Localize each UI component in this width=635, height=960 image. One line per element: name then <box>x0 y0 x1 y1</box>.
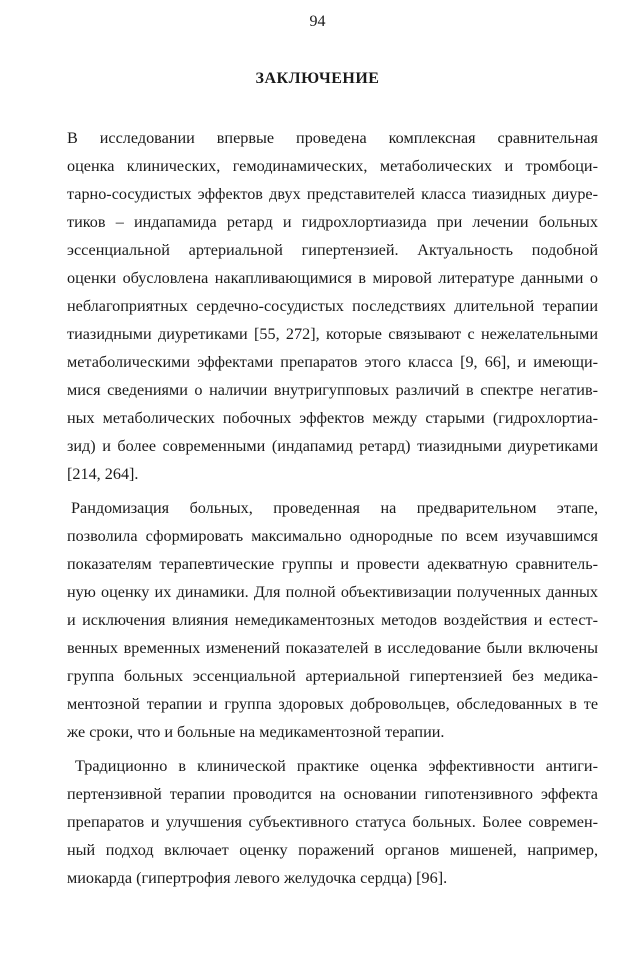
text-line: тиков – индапамида ретард и гидрохлортиазида при лечении больных <box>67 213 598 231</box>
section-heading: ЗАКЛЮЧЕНИЕ <box>255 70 380 87</box>
text-line: пертензивной терапии проводится на основании гипотензивного эффекта <box>67 785 598 803</box>
text-line: Рандомизация больных, проведенная на предварительном этапе, <box>71 499 598 517</box>
text-line: тиазидными диуретиками [55, 272], которые связывают с нежелательными <box>67 325 598 343</box>
text-line: группа больных эссенциальной артериальной гипертензией без медика- <box>67 667 598 685</box>
text-line: позволила сформировать максимально однородные по всем изучавшимся <box>67 527 598 545</box>
text-line: оценка клинических, гемодинамических, метаболических и тромбоци- <box>67 157 598 175</box>
text-line: препаратов и улучшения субъективного статуса больных. Более современ- <box>67 813 598 831</box>
text-line: ментозной терапии и группа здоровых добровольцев, обследованных в те <box>67 695 598 713</box>
body-text <box>67 124 598 892</box>
paragraph <box>67 124 598 488</box>
text-line: ную оценку их динамики. Для полной объективизации полученных данных <box>67 583 598 601</box>
page-number: 94 <box>309 13 326 30</box>
text-line: миокарда (гипертрофия левого желудочка сердца) [96]. <box>67 869 448 887</box>
text-line: неблагоприятных сердечно-сосудистых последствиях длительной терапии <box>67 297 598 315</box>
text-line: Традиционно в клинической практике оценка эффективности антиги- <box>75 757 598 775</box>
text-line: венных временных изменений показателей в исследование были включены <box>67 639 598 657</box>
text-line: ных метаболических побочных эффектов между старыми (гидрохлортиа- <box>67 409 598 427</box>
text-line: показателям терапевтические группы и провести адекватную сравнитель- <box>67 555 598 573</box>
text-line: В исследовании впервые проведена комплексная сравнительная <box>67 129 598 147</box>
text-line: метаболическими эффектами препаратов этого класса [9, 66], и имеющи- <box>67 353 598 371</box>
text-line: оценки обусловлена накапливающимися в мировой литературе данными о <box>67 269 598 287</box>
text-line: зид) и более современными (индапамид ретард) тиазидными диуретиками <box>67 437 598 455</box>
text-line: же сроки, что и больные на медикаментозной терапии. <box>67 723 445 741</box>
text-line: ный подход включает оценку поражений органов мишеней, например, <box>67 841 598 859</box>
text-line: [214, 264]. <box>67 465 139 483</box>
paragraph <box>67 494 598 746</box>
text-line: эссенциальной артериальной гипертензией. Актуальность подобной <box>67 241 598 259</box>
text-line: и исключения влияния немедикаментозных методов воздействия и естест- <box>67 611 598 629</box>
text-line: мися сведениями о наличии внутригупповых различий в спектре негатив- <box>67 381 598 399</box>
text-line: тарно-сосудистых эффектов двух представителей класса тиазидных диуре- <box>67 185 598 203</box>
paragraph <box>67 752 598 892</box>
